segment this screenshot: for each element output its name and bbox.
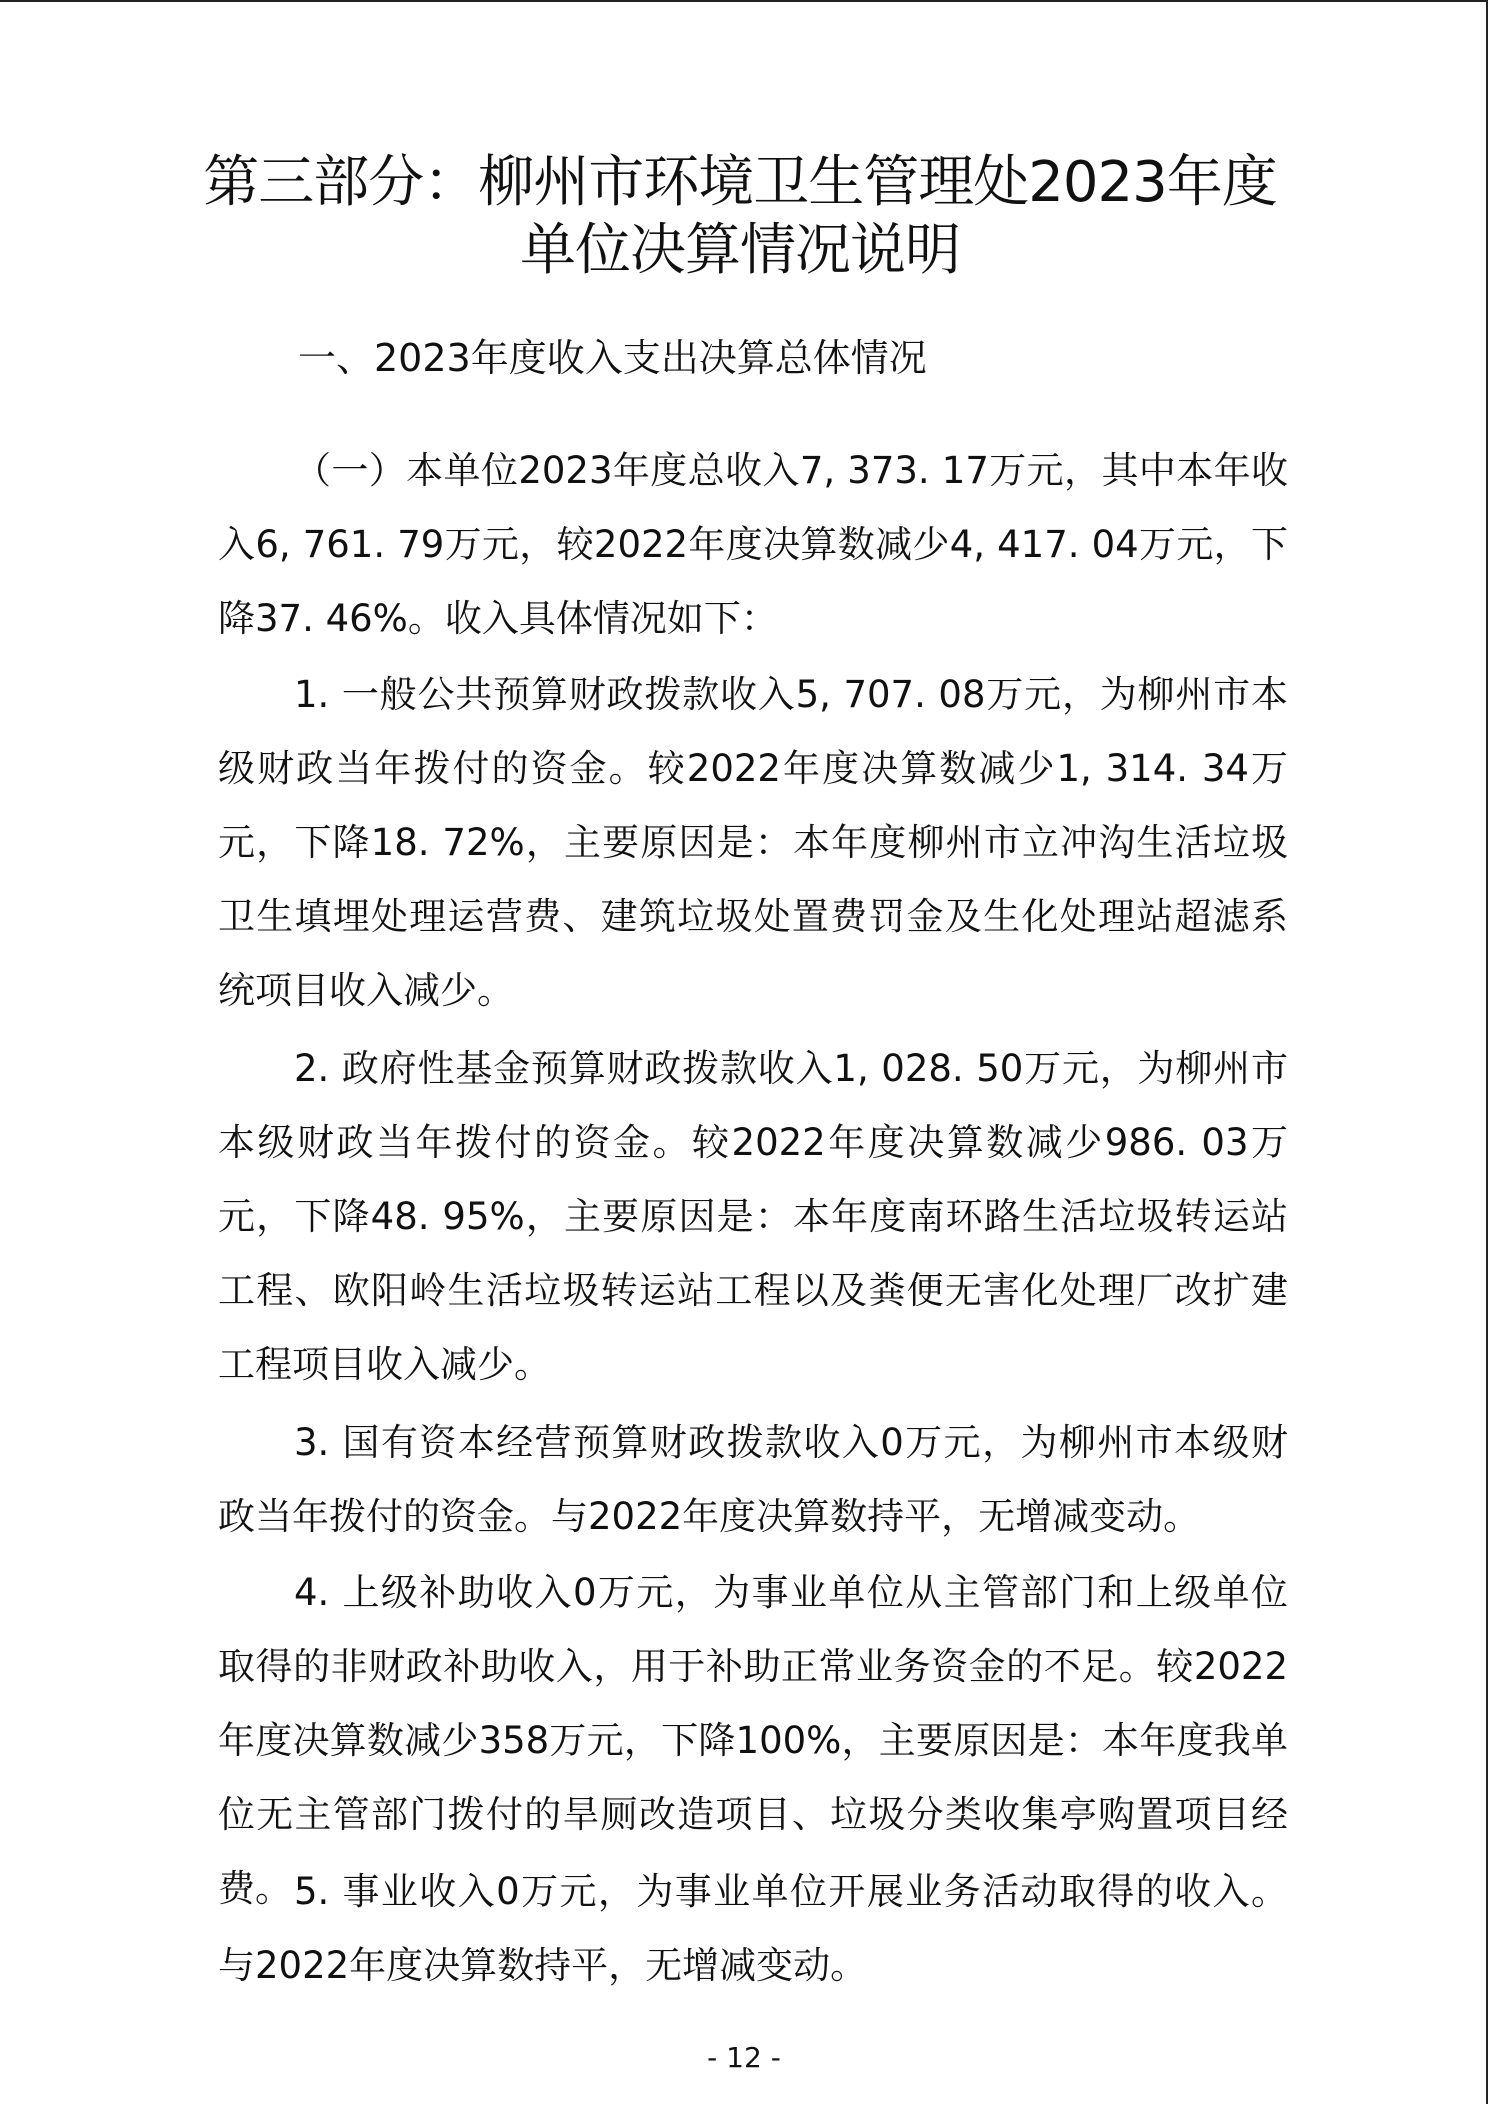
paragraph-state-capital: 3. 国有资本经营预算财政拨款收入0万元，为柳州市本级财政当年拨付的资金。与2022年度决算数持平，无增减变动。 [218,1421,1288,1538]
document-title-line-1: 第三部分：柳州市环境卫生管理处2023年度 [203,150,1277,215]
paragraph-business-income: 5. 事业收入0万元，为事业单位开展业务活动取得的收入。与2022年度决算数持平，无增减变动。 [218,1870,1288,1987]
paragraph-government-fund: 2. 政府性基金预算财政拨款收入1, 028. 50万元，为柳州市本级财政当年拨付的资金。较2022年度决算数减少986. 03万元，下降48. 95%，主要原因是：本年度南环路生活垃圾转运站工程、欧阳岭生活垃圾转运站工程以及粪便无害化处理厂改扩建工程项目收入减少。 [218,1047,1288,1386]
paragraph-superior-subsidy: 4. 上级补助收入0万元，为事业单位从主管部门和上级单位取得的非财政补助收入，用于补助正常业务资金的不足。较2022年度决算数减少358万元，下降100%，主要原因是：本年度我单位无主管部门拨付的旱厕改造项目、垃圾分类收集亭购置项目经费。 [218,1571,1288,1910]
paragraph-total-income: （一）本单位2023年度总收入7, 373. 17万元，其中本年收入6, 761. 79万元，较2022年度决算数减少4, 417. 04万元，下降37. 46%。收入具体情况如下： [218,449,1288,640]
document-title-line-2: 单位决算情况说明 [520,218,960,283]
page-number: - 12 - [707,2041,781,2074]
section-heading: 一、2023年度收入支出决算总体情况 [298,336,927,380]
paragraph-general-budget: 1. 一般公共预算财政拨款收入5, 707. 08万元，为柳州市本级财政当年拨付的资金。较2022年度决算数减少1, 314. 34万元，下降18. 72%，主要原因是：本年度柳州市立冲沟生活垃圾卫生填埋处理运营费、建筑垃圾处置费罚金及生化处理站超滤系统项目收入减少。 [218,673,1288,1012]
